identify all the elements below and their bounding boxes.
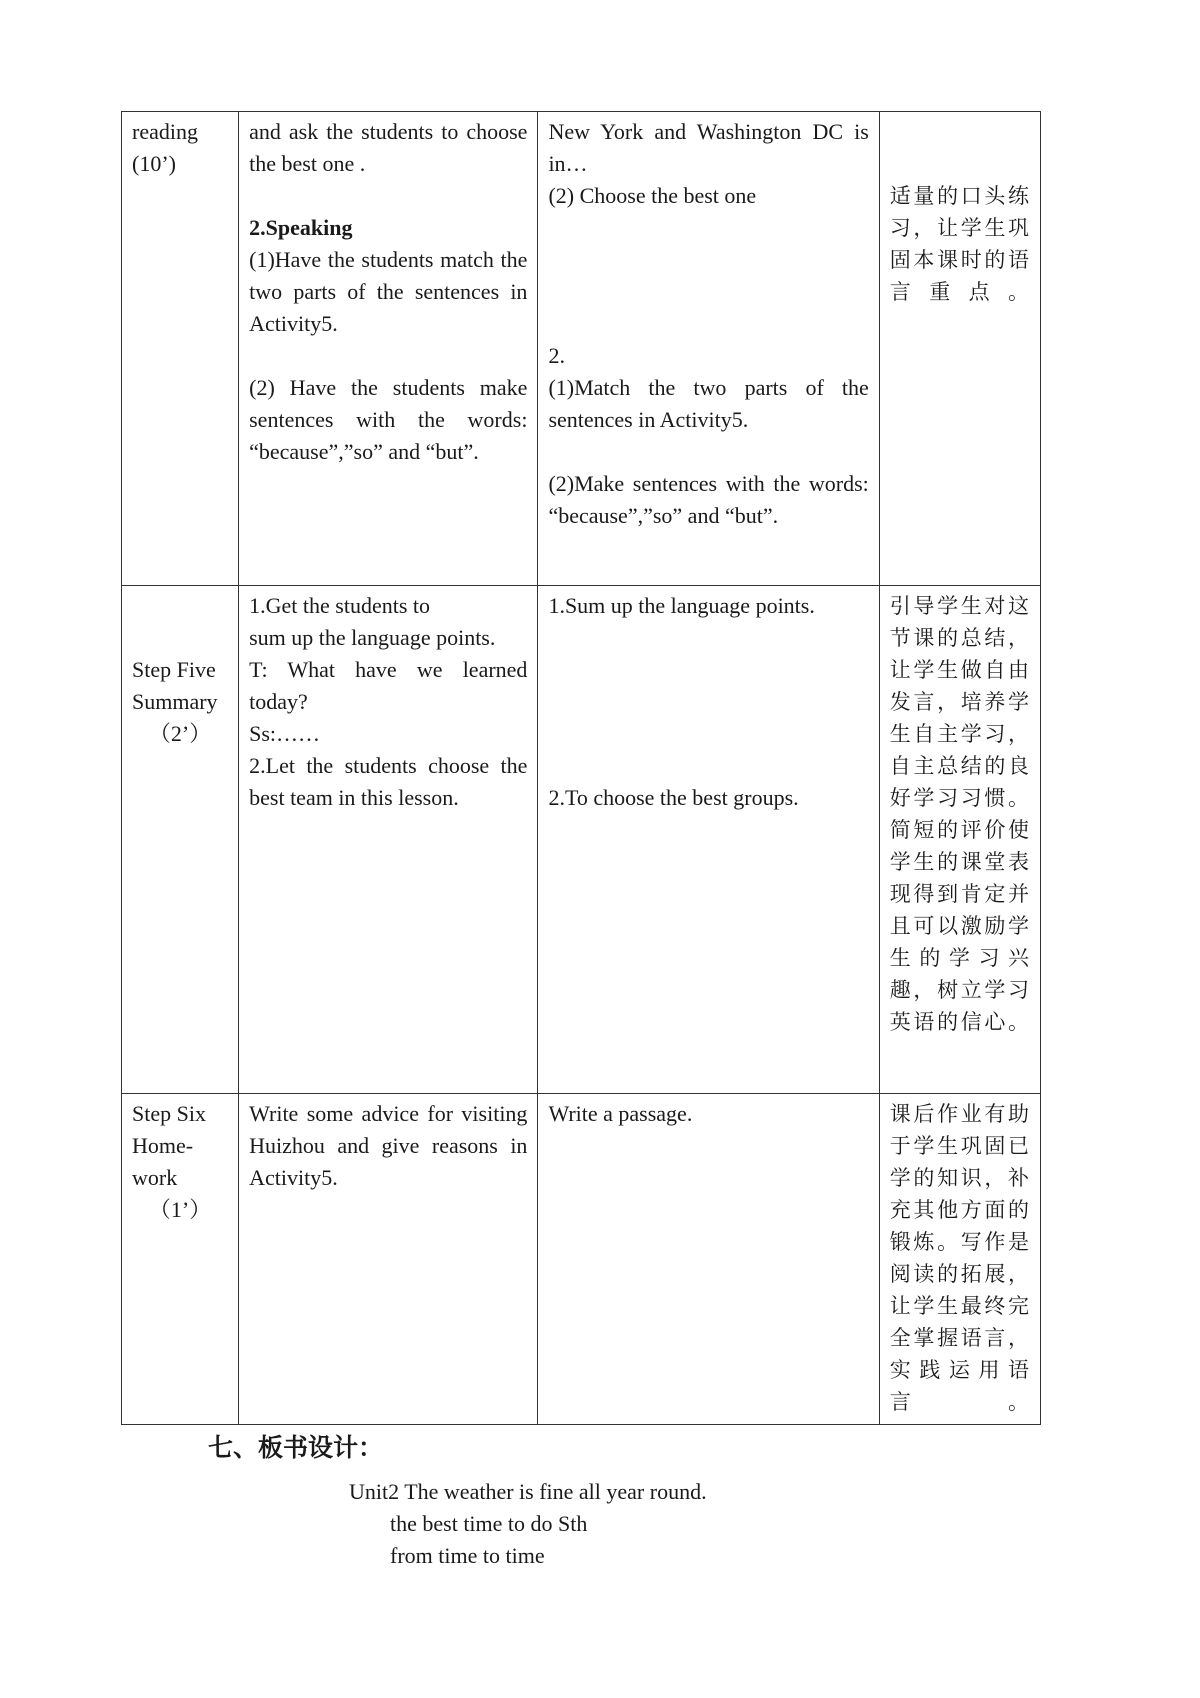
student-text: (2) Choose the best one [548,183,757,208]
student-text: 2.To choose the best groups. [548,785,799,810]
purpose-cell [879,586,1040,1094]
step-label: Home- [132,1133,194,1158]
teacher-activity-cell [239,112,538,586]
student-activity-cell [538,112,879,586]
teacher-text: 1.Get the students to [249,593,430,618]
purpose-text: 适量的口头练习，让学生巩固本课时的语言重点。 [889,184,1030,304]
student-text: 2. [548,343,565,368]
step-time: (10’) [132,151,176,176]
teacher-text: (2) Have the students make sentences with the words: “because”,”so” and “but”. [249,375,528,464]
teacher-text: Write some advice for visiting Huizhou and give reasons in Activity5. [249,1101,528,1190]
purpose-cell [879,1094,1040,1425]
teacher-text: sum up the language points. [249,625,496,650]
step-label: Summary [132,689,218,714]
student-text: Write a passage. [548,1101,693,1126]
teacher-text: 2.Let the students choose the best team in this lesson. [249,753,528,810]
board-line: the best time to do Sth [390,1511,588,1536]
speaking-heading: 2.Speaking [249,215,353,240]
step-label: Step Five [132,657,216,682]
purpose-text: 课后作业有助于学生巩固已学的知识，补充其他方面的锻炼。写作是阅读的拓展，让学生最终完全掌握语言，实践运用语言。 [889,1102,1030,1414]
teacher-text: T: What have we learned today? [249,657,528,714]
student-activity-cell [538,1094,879,1425]
teacher-activity-cell [239,586,538,1094]
purpose-cell [879,112,1040,586]
teacher-text: (1)Have the students match the two parts of the sentences in Activity5. [249,247,528,336]
table-row [122,112,1041,586]
student-text: (2)Make sentences with the words: “because”,”so” and “but”. [548,471,869,528]
board-line: from time to time [390,1543,545,1568]
step-label: work [132,1165,178,1190]
table-row [122,1094,1041,1425]
student-activity-cell [538,586,879,1094]
table-row [122,586,1041,1094]
step-label: reading [132,119,198,144]
step-cell [122,1094,239,1425]
section-heading: 七、板书设计： [208,1433,384,1462]
teacher-activity-cell [239,1094,538,1425]
student-text: New York and Washington DC is in… [548,119,869,176]
student-text: (1)Match the two parts of the sentences in Activity5. [548,375,869,432]
step-label: Step Six [132,1101,206,1126]
lesson-plan-table [121,111,1041,1425]
teacher-text: and ask the students to choose the best one . [249,119,528,176]
board-title: Unit2 The weather is fine all year round. [349,1479,707,1504]
purpose-text: 引导学生对这节课的总结，让学生做自由发言，培养学生自主学习，自主总结的良好学习习惯。简短的评价使学生的课堂表现得到肯定并且可以激励学生的学习兴趣，树立学习英语的信心。 [889,594,1030,1034]
teacher-text: Ss:…… [249,721,321,746]
step-cell [122,586,239,1094]
step-time: （2’） [148,721,212,746]
student-text: 1.Sum up the language points. [548,593,815,618]
step-time: （1’） [148,1197,212,1222]
step-cell [122,112,239,586]
board-design [349,1476,707,1572]
